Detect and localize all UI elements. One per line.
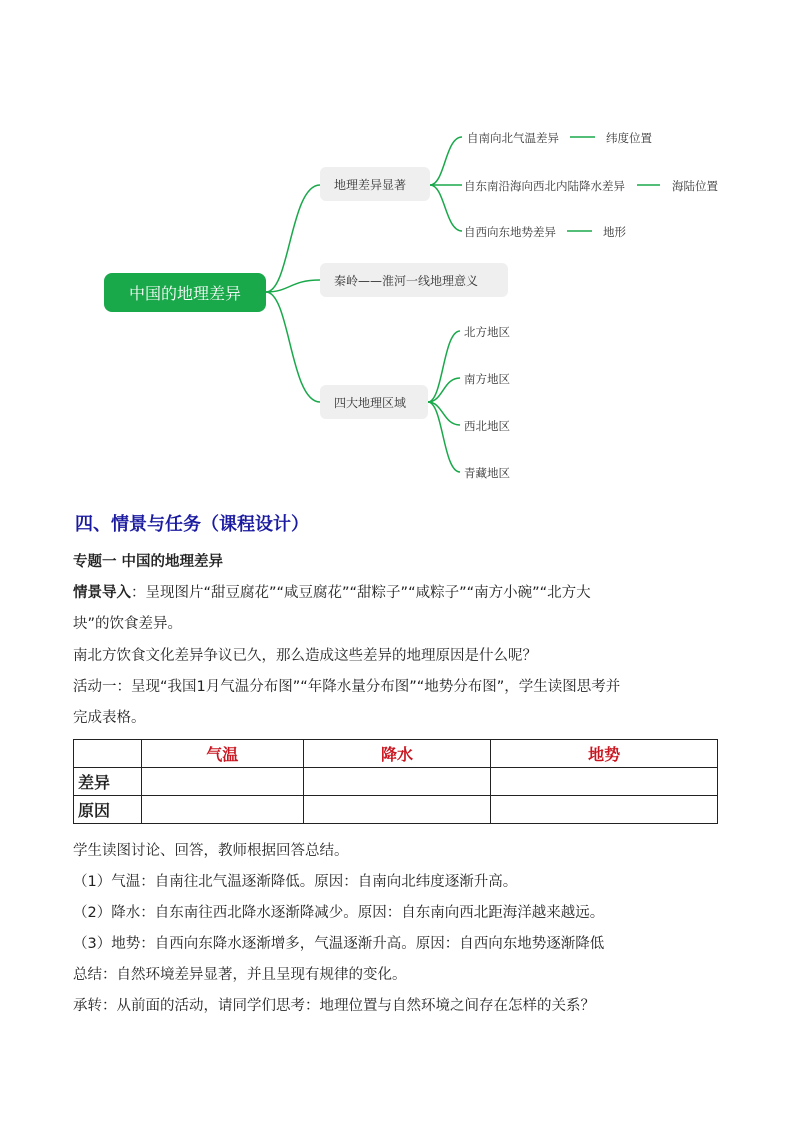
mindmap-branch-geo-diff: 地理差异显著 <box>320 167 430 201</box>
activity-text-2: 完成表格。 <box>73 710 146 726</box>
activity-table <box>73 739 718 824</box>
mindmap-leaf-terrain: 自西向东地势差异 <box>464 225 556 239</box>
discussion-text: 学生读图讨论、回答，教师根据回答总结。 <box>73 843 349 859</box>
mindmap-note-landform: 地形 <box>603 225 626 239</box>
table-header-temperature: 气温 <box>141 740 303 768</box>
mindmap-leaf-precipitation: 自东南沿海向西北内陆降水差异 <box>464 179 625 193</box>
intro-paragraph <box>73 581 591 602</box>
question-text: 南北方饮食文化差异争议已久，那么造成这些差异的地理原因是什么呢？ <box>73 648 537 664</box>
table-header-row <box>74 740 718 768</box>
table-cell[interactable] <box>141 768 303 796</box>
intro-text-1: ：呈现图片“甜豆腐花”“咸豆腐花”“甜粽子”“咸粽子”“南方小碗”“北方大 <box>131 585 591 601</box>
mindmap-leaf-temperature: 自南向北气温差异 <box>467 131 559 145</box>
summary-item-2: （2）降水：自东南往西北降水逐渐降减少。原因：自东南向西北距海洋越来越远。 <box>73 905 605 921</box>
mindmap-branch-qinling: 秦岭——淮河一线地理意义 <box>320 263 508 297</box>
activity-text-1: 活动一：呈现“我国1月气温分布图”“年降水量分布图”“地势分布图”，学生读图思考并 <box>73 679 621 695</box>
table-cell[interactable] <box>303 796 491 824</box>
intro-text-2: 块”的饮食差异。 <box>73 616 183 632</box>
mindmap-leaf-northwest: 西北地区 <box>464 419 510 433</box>
table-row-header-difference: 差异 <box>74 768 142 796</box>
table-corner-cell <box>74 740 142 768</box>
mindmap-leaf-tibet: 青藏地区 <box>464 466 510 480</box>
summary-item-3: （3）地势：自西向东降水逐渐增多，气温逐渐升高。原因：自西向东地势逐渐降低 <box>73 936 605 952</box>
table-row <box>74 796 718 824</box>
topic-heading: 专题一 中国的地理差异 <box>73 554 224 570</box>
table-cell[interactable] <box>303 768 491 796</box>
mindmap-leaf-south: 南方地区 <box>464 372 510 386</box>
conclusion-text: 总结：自然环境差异显著，并且呈现有规律的变化。 <box>73 967 407 983</box>
mindmap-note-sea-land: 海陆位置 <box>672 179 718 193</box>
table-header-precipitation: 降水 <box>303 740 491 768</box>
table-cell[interactable] <box>491 768 718 796</box>
mindmap-note-latitude: 纬度位置 <box>606 131 652 145</box>
table-cell[interactable] <box>491 796 718 824</box>
table-row-header-reason: 原因 <box>74 796 142 824</box>
table-header-terrain: 地势 <box>491 740 718 768</box>
intro-label: 情景导入 <box>73 585 131 601</box>
summary-item-1: （1）气温：自南往北气温逐渐降低。原因：自南向北纬度逐渐升高。 <box>73 874 518 890</box>
mindmap-connectors <box>0 0 794 520</box>
transition-text: 承转：从前面的活动，请同学们思考：地理位置与自然环境之间存在怎样的关系？ <box>73 998 595 1014</box>
section-title: 四、情景与任务（课程设计） <box>75 514 309 535</box>
table-row <box>74 768 718 796</box>
mindmap-leaf-north: 北方地区 <box>464 325 510 339</box>
table-cell[interactable] <box>141 796 303 824</box>
mindmap-branch-four-regions: 四大地理区域 <box>320 385 428 419</box>
mindmap-root: 中国的地理差异 <box>104 273 266 312</box>
